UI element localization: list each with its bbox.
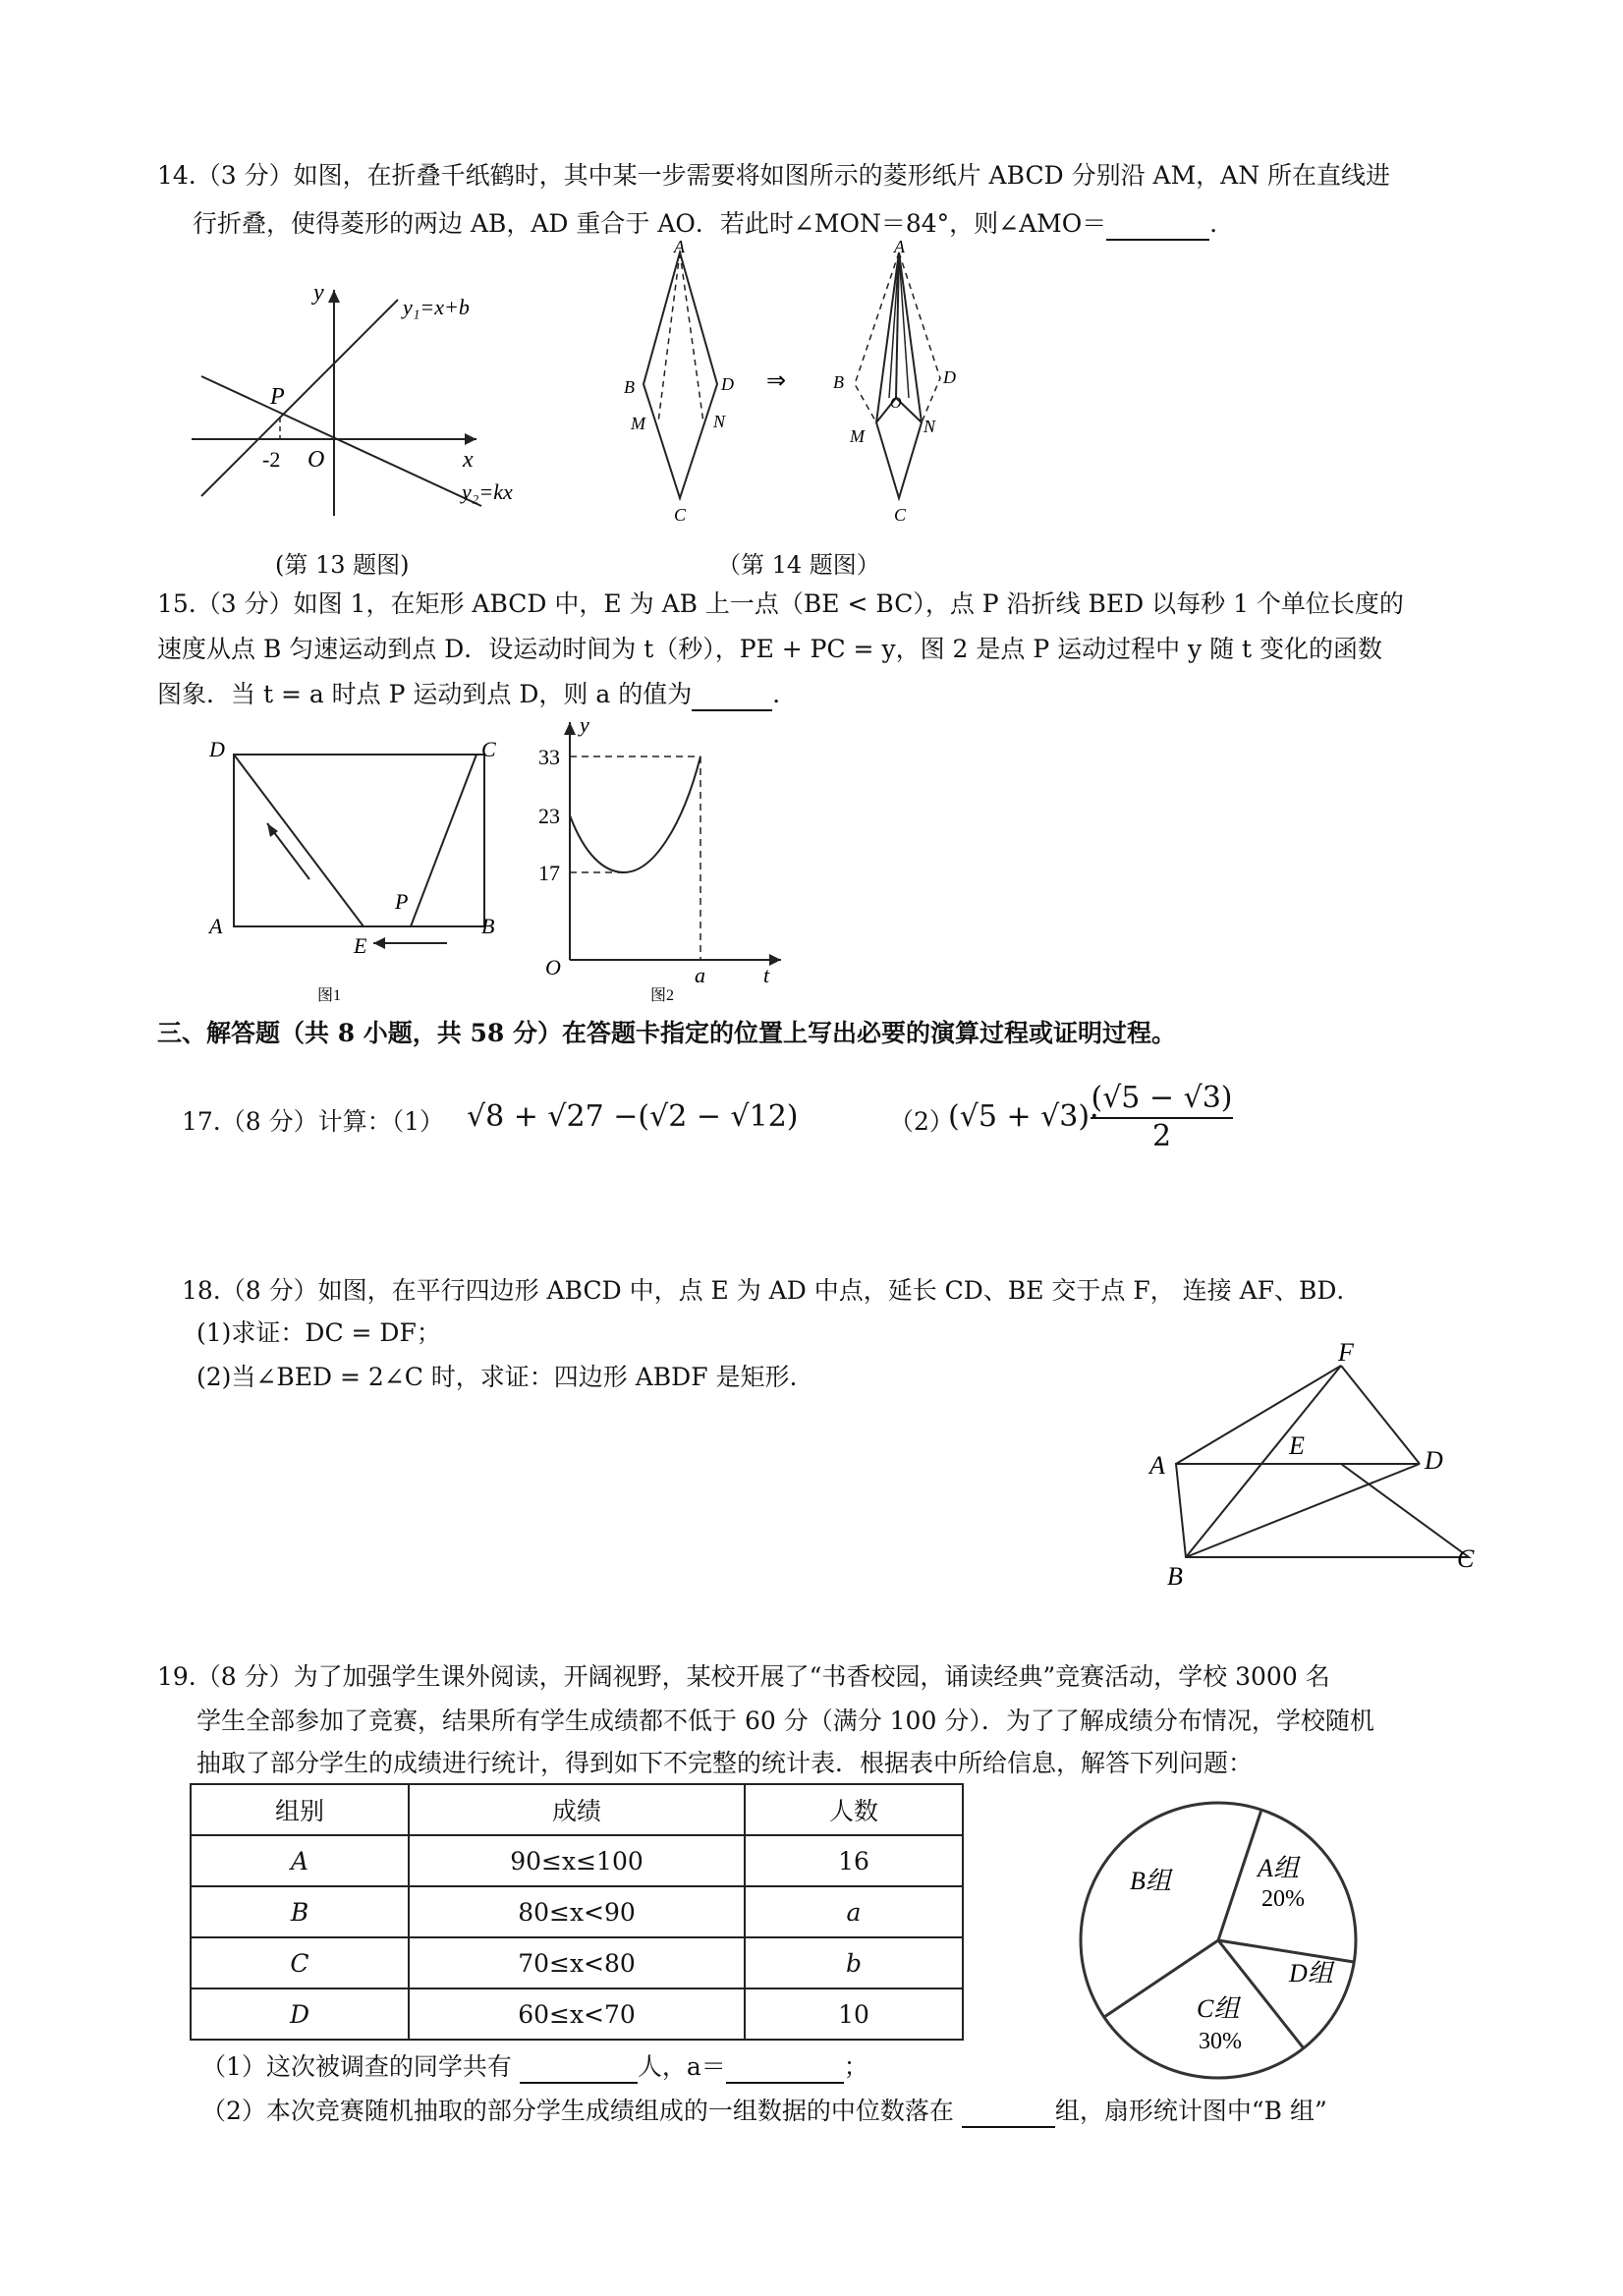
fig14-label-M1: M: [631, 414, 645, 433]
pie-label-c: C组: [1197, 1994, 1240, 2023]
q17-expr1: √8 + √27 −(√2 − √12): [467, 1099, 799, 1134]
q14-line2-text: 行折叠，使得菱形的两边 AB，AD 重合于 AO．若此时∠MON＝84°，则∠AMO＝: [193, 209, 1107, 238]
table-header-score: 成绩: [409, 1784, 745, 1835]
fig14-label-O2: O: [890, 395, 902, 412]
fig15-2-t-axis: t: [763, 963, 770, 987]
q18-line1: 18.（8 分）如图，在平行四边形 ABCD 中，点 E 为 AD 中点，延长 CD、BE 交于点 F， 连接 AF、BD．: [182, 1276, 1362, 1305]
q19-sub2-a: （2）本次竞赛随机抽取的部分学生成绩组成的一组数据的中位数落在: [201, 2097, 954, 2125]
fig14-label-C2: C: [894, 505, 907, 521]
table-cell: 60≤x<70: [409, 1988, 745, 2040]
q18-label-B: B: [1167, 1562, 1183, 1587]
fig15-2-caption: 图2: [650, 987, 675, 1004]
fig13-caption: (第 13 题图): [275, 551, 410, 579]
fig15-2-y-axis: y: [580, 712, 589, 737]
fig13-y2-label: y₂=kx: [462, 479, 513, 504]
table-row: [191, 1835, 963, 1886]
q14-line1: 14.（3 分）如图，在折叠千纸鹤时，其中某一步需要将如图所示的菱形纸片 ABCD 分别沿 AM，AN 所在直线进: [157, 161, 1391, 190]
q19-pie-chart: [1071, 1793, 1366, 2088]
q17-part2: （2）: [889, 1107, 954, 1136]
q18-label-F: F: [1338, 1338, 1354, 1367]
fig14-label-D2: D: [943, 367, 956, 387]
pie-label-b: B组: [1130, 1867, 1171, 1895]
table-cell: 90≤x≤100: [409, 1835, 745, 1886]
fig14-rhombus-figure: [609, 241, 973, 521]
q19-sub2-b: 组，扇形统计图中“B 组”: [1054, 2097, 1327, 2125]
q18-line3: (2)当∠BED = 2∠C 时，求证：四边形 ABDF 是矩形.: [196, 1363, 798, 1391]
fig14-arrow: ⇒: [766, 368, 787, 394]
table-cell: A: [191, 1835, 409, 1886]
table-cell: B: [191, 1886, 409, 1937]
q14-answer-blank: [1106, 205, 1209, 241]
q15-line2: 速度从点 B 匀速运动到点 D．设运动时间为 t（秒），PE + PC = y，图 2 是点 P 运动过程中 y 随 t 变化的函数: [157, 635, 1383, 663]
q14-line2: [193, 205, 1234, 241]
q19-blank-median: [962, 2093, 1055, 2128]
fig15-1-label-A: A: [209, 914, 223, 938]
fig15-2-tick-17: 17: [538, 861, 560, 885]
fig14-caption: （第 14 题图）: [717, 551, 880, 579]
fig14-label-A2: A: [894, 241, 905, 256]
fig13-x-label: x: [463, 447, 474, 473]
fig15-1-label-E: E: [354, 933, 367, 958]
fig13-origin: O: [308, 447, 325, 473]
fig14-label-A1: A: [674, 241, 685, 256]
table-header-row: [191, 1784, 963, 1835]
fig15-2-a-label: a: [695, 963, 705, 987]
q19-blank-total: [520, 2048, 638, 2084]
q17-expr2a: (√5 + √3)·: [948, 1099, 1099, 1134]
q17-fraction: [1091, 1081, 1233, 1153]
fig14-label-M2: M: [850, 426, 865, 446]
fig15-1-label-D: D: [209, 737, 225, 761]
fig15-rectangle-figure: [201, 727, 516, 1012]
table-cell: C: [191, 1937, 409, 1988]
q19-stat-table: [190, 1783, 964, 2041]
fig15-1-label-C: C: [481, 737, 496, 761]
q19-sub1-a: （1）这次被调查的同学共有: [201, 2052, 512, 2081]
pie-percent-c: 30%: [1199, 2029, 1242, 2054]
table-cell: a: [745, 1886, 963, 1937]
q19-line3: 抽取了部分学生的成绩进行统计，得到如下不完整的统计表．根据表中所给信息，解答下列问题：: [196, 1749, 1254, 1777]
table-header-group: 组别: [191, 1784, 409, 1835]
q17-prefix: 17.（8 分）计算：（1）: [182, 1107, 445, 1136]
q15-line3: [157, 676, 797, 711]
fig15-1-label-B: B: [481, 914, 495, 938]
fig13-y-label: y: [313, 280, 324, 306]
fig15-2-origin: O: [545, 955, 561, 980]
table-cell: 70≤x<80: [409, 1937, 745, 1988]
q15-line3-end: ．: [772, 680, 798, 708]
table-cell: b: [745, 1937, 963, 1988]
fig15-2-tick-23: 23: [538, 804, 560, 828]
q17-denominator: 2: [1151, 1119, 1172, 1153]
fig14-label-B1: B: [624, 377, 635, 397]
q15-answer-blank: [692, 676, 772, 711]
fig13-p-label: P: [270, 384, 285, 410]
q19-sub1-c: ；: [843, 2052, 868, 2081]
q18-label-C: C: [1457, 1544, 1475, 1573]
fig14-label-B2: B: [833, 372, 844, 392]
q18-line2: (1)求证：DC = DF；: [196, 1318, 441, 1347]
fig14-label-N1: N: [713, 412, 726, 431]
pie-label-d: D组: [1289, 1959, 1333, 1988]
q18-label-E: E: [1289, 1431, 1305, 1460]
table-cell: D: [191, 1988, 409, 2040]
q17-numerator: (√5 − √3): [1091, 1081, 1233, 1119]
q19-line2: 学生全部参加了竞赛，结果所有学生成绩都不低于 60 分（满分 100 分）．为了了解成绩分布情况，学校随机: [196, 1707, 1374, 1735]
table-row: [191, 1937, 963, 1988]
q15-line1: 15.（3 分）如图 1，在矩形 ABCD 中，E 为 AB 上一点（BE < BC），点 P 沿折线 BED 以每秒 1 个单位长度的: [157, 589, 1404, 618]
table-header-count: 人数: [745, 1784, 963, 1835]
q19-sub1: [201, 2048, 868, 2084]
pie-label-a: A组: [1258, 1854, 1299, 1882]
q15-line3-text: 图象．当 t = a 时点 P 运动到点 D，则 a 的值为: [157, 680, 693, 708]
table-row: [191, 1886, 963, 1937]
fig15-1-label-P: P: [395, 889, 409, 914]
table-cell: 80≤x<90: [409, 1886, 745, 1937]
table-cell: 16: [745, 1835, 963, 1886]
fig14-label-D1: D: [721, 374, 734, 394]
fig14-label-C1: C: [674, 505, 687, 521]
table-row: [191, 1988, 963, 2040]
pie-percent-a: 20%: [1261, 1886, 1305, 1912]
fig15-1-caption: 图1: [317, 987, 342, 1004]
fig13-graph: [192, 270, 565, 526]
q18-label-A: A: [1149, 1451, 1165, 1480]
q19-line1: 19.（8 分）为了加强学生课外阅读，开阔视野，某校开展了“书香校园，诵读经典”竞赛活动，学校 3000 名: [157, 1662, 1330, 1691]
q14-line2-end: ．: [1209, 209, 1235, 238]
fig13-y1-label: y₁=x+b: [403, 295, 470, 319]
q19-blank-a: [726, 2048, 844, 2084]
q19-sub1-b: 人，a＝: [637, 2052, 726, 2081]
section3-heading: 三、解答题（共 8 小题，共 58 分）在答题卡指定的位置上写出必要的演算过程或证明过程。: [157, 1019, 1177, 1047]
q19-sub2: [201, 2093, 1327, 2128]
q18-parallelogram-figure: [1100, 1331, 1493, 1587]
fig15-2-tick-33: 33: [538, 745, 560, 769]
table-cell: 10: [745, 1988, 963, 2040]
fig14-label-N2: N: [923, 417, 936, 436]
fig13-tick: -2: [262, 447, 281, 472]
q18-label-D: D: [1425, 1446, 1443, 1475]
fig15-function-graph: [531, 707, 806, 1012]
